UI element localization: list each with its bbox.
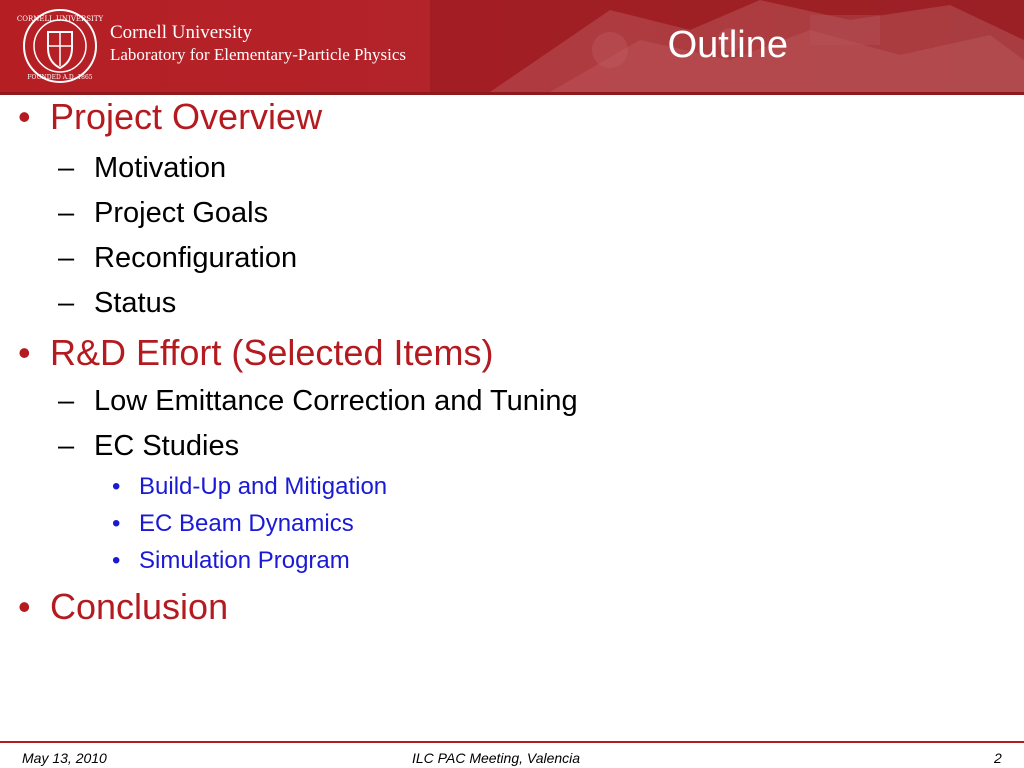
outline-item-text: Simulation Program [139, 547, 350, 574]
footer-event: ILC PAC Meeting, Valencia [412, 750, 581, 766]
dash-bullet: – [58, 242, 75, 274]
university-name-line2: Laboratory for Elementary-Particle Physics [110, 45, 406, 64]
outline-item-text: EC Beam Dynamics [139, 510, 354, 537]
svg-text:CORNELL UNIVERSITY: CORNELL UNIVERSITY [16, 15, 104, 23]
outline-item-text: EC Studies [94, 430, 240, 462]
bullet-point: • [18, 332, 31, 373]
dash-bullet: – [58, 197, 75, 229]
outline-item-text: R&D Effort (Selected Items) [50, 332, 494, 373]
outline-item-text: Conclusion [50, 586, 229, 627]
cornell-seal-logo [16, 8, 104, 84]
bullet-point: • [18, 586, 31, 627]
university-name-line1: Cornell University [110, 22, 252, 43]
header-divider [0, 92, 1024, 95]
outline-item-text: Project Goals [94, 197, 269, 229]
dash-bullet: – [58, 430, 75, 462]
footer-page-number: 2 [994, 750, 1002, 766]
bullet-point: • [112, 473, 121, 500]
footer-divider [0, 741, 1024, 743]
outline-item-text: Build-Up and Mitigation [139, 473, 388, 500]
slide-header [0, 0, 1024, 92]
bullet-point: • [112, 547, 121, 574]
bullet-point: • [112, 510, 121, 537]
outline-item-text: Low Emittance Correction and Tuning [94, 385, 578, 417]
dash-bullet: – [58, 152, 75, 184]
dash-bullet: – [58, 385, 75, 417]
outline-item-text: Status [94, 287, 177, 319]
outline-item-text: Reconfiguration [94, 242, 298, 274]
outline-item-text: Motivation [94, 152, 227, 184]
bullet-point: • [18, 96, 31, 137]
slide-title: Outline [667, 24, 788, 66]
footer-date: May 13, 2010 [22, 750, 107, 766]
svg-text:FOUNDED A.D. 1865: FOUNDED A.D. 1865 [27, 74, 93, 81]
outline-item-text: Project Overview [50, 96, 323, 137]
university-name [110, 22, 406, 66]
dash-bullet: – [58, 287, 75, 319]
